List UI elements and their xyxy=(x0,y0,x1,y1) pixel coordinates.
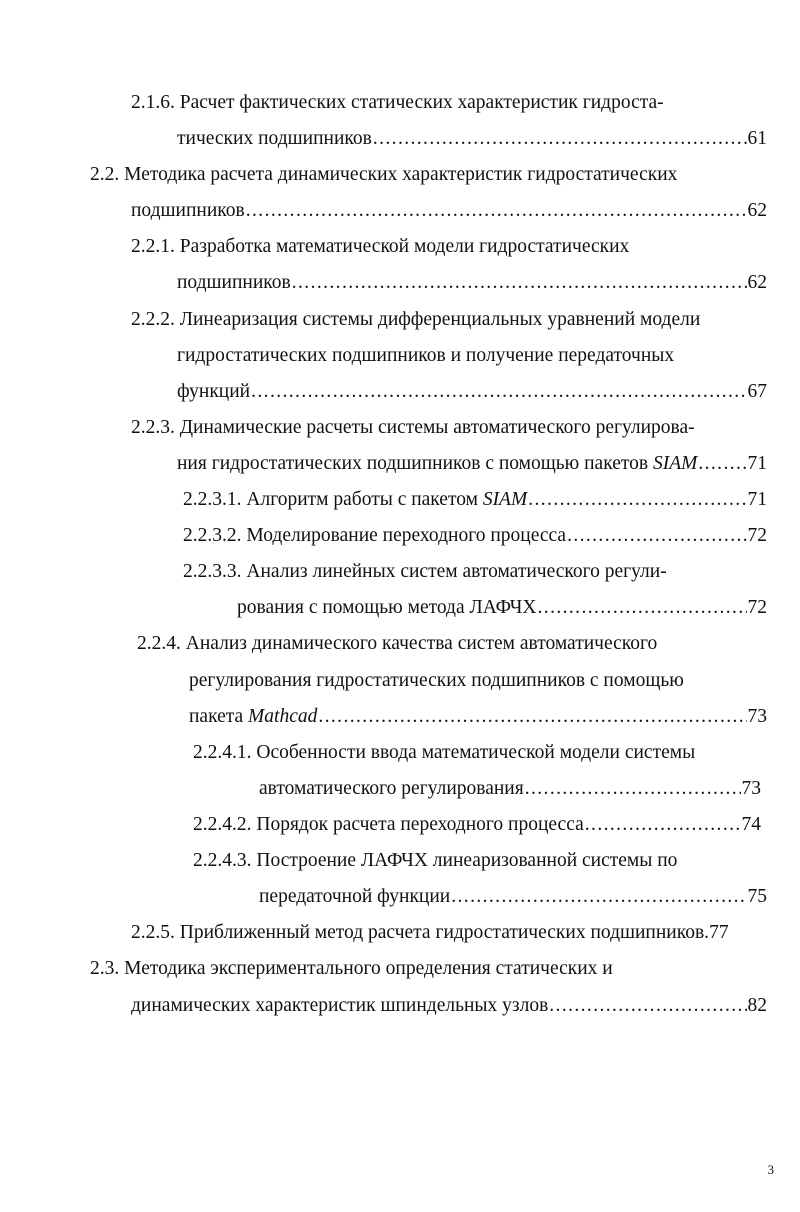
toc-entry-2-2-4-line-1 xyxy=(137,629,657,659)
toc-entry-text-italic: SIAM xyxy=(482,489,528,510)
toc-entry-text: передаточной функции xyxy=(259,886,451,907)
dot-leader xyxy=(528,485,746,515)
toc-entry-2-2-2-line-3 xyxy=(177,377,767,407)
toc-page-number: 61 xyxy=(747,128,767,149)
dot-leader xyxy=(251,377,746,407)
toc-entry-text: 2.2.3.3. Анализ линейных систем автоматического регули- xyxy=(183,561,667,582)
toc-entry-2-3-line-2 xyxy=(131,991,767,1021)
toc-entry-text: 2.3. Методика экспериментального определения статических и xyxy=(90,958,613,979)
dot-leader xyxy=(585,810,741,840)
toc-entry-text xyxy=(177,449,697,479)
toc-entry-text: 2.1.6. Расчет фактических статических характеристик гидроста- xyxy=(131,92,664,113)
toc-entry-text: 2.2.3.2. Моделирование переходного процесса xyxy=(183,525,567,546)
toc-entry-2-2-4-3-line-2 xyxy=(259,882,767,912)
page-number: 3 xyxy=(767,1162,774,1177)
dot-leader xyxy=(525,774,741,804)
toc-entry-text-pre: пакета xyxy=(189,706,249,727)
toc-entry-text: 2.2.4.2. Порядок расчета переходного процесса xyxy=(193,814,584,835)
toc-entry-text: гидростатических подшипников и получение передаточных xyxy=(177,345,675,366)
toc-entry-2-2-1-line-2 xyxy=(177,268,767,298)
toc-entry-text: 2.2.2. Линеаризация системы дифференциальных уравнений модели xyxy=(131,309,701,330)
dot-leader xyxy=(246,196,747,226)
toc-entry-text: 2.2.5. Приближенный метод расчета гидростатических подшипников. xyxy=(131,922,710,943)
toc-page-number: 77 xyxy=(709,922,729,943)
toc-entry-2-3-line-1 xyxy=(90,954,613,984)
toc-entry-2-2-line-2 xyxy=(131,196,767,226)
toc-entry-2-2-4-1-line-1 xyxy=(193,738,695,768)
toc-entry-2-2-1-line-1 xyxy=(131,232,629,262)
toc-entry-text: 2.2. Методика расчета динамических характеристик гидростатических xyxy=(90,164,678,185)
toc-entry-2-2-3-1 xyxy=(183,485,767,515)
toc-page-number: 82 xyxy=(747,995,767,1016)
toc-page-number: 72 xyxy=(747,525,767,546)
toc-page-number: 71 xyxy=(747,453,767,474)
toc-entry-text-italic: Mathcad xyxy=(248,706,318,727)
toc-entry-2-2-4-1-line-2 xyxy=(259,774,761,804)
toc-entry-2-1-6-line-1 xyxy=(131,88,664,118)
toc-entry-text: регулирования гидростатических подшипников с помощью xyxy=(189,670,684,691)
toc-entry-text: 2.2.4.3. Построение ЛАФЧХ линеаризованной системы по xyxy=(193,850,678,871)
toc-entry-text: подшипников xyxy=(131,200,245,221)
toc-entry-text-pre: 2.2.3.1. Алгоритм работы с пакетом xyxy=(183,489,483,510)
toc-entry-text: 2.2.3. Динамические расчеты системы автоматического регулирова- xyxy=(131,417,695,438)
dot-leader xyxy=(373,124,747,154)
toc-entry-2-2-3-line-1 xyxy=(131,413,695,443)
dot-leader xyxy=(292,268,747,298)
toc-entry-text: тических подшипников xyxy=(177,128,372,149)
toc-page-number: 67 xyxy=(747,381,767,402)
toc-page-number: 75 xyxy=(747,886,767,907)
toc-entry-2-2-3-3-line-1 xyxy=(183,557,667,587)
toc-entry-text-pre: ния гидростатических подшипников с помощью пакетов xyxy=(177,453,653,474)
toc-entry-2-2-3-2 xyxy=(183,521,767,551)
toc-entry-text: рования с помощью метода ЛАФЧХ xyxy=(237,597,537,618)
dot-leader xyxy=(698,449,746,479)
toc-entry-2-2-5 xyxy=(131,918,729,948)
toc-entry-text xyxy=(189,702,317,732)
dot-leader xyxy=(318,702,746,732)
toc-entry-2-2-3-3-line-2 xyxy=(237,593,767,623)
toc-entry-text: 2.2.4. Анализ динамического качества систем автоматического xyxy=(137,633,658,654)
toc-page-number: 71 xyxy=(747,489,767,510)
toc-entry-text: подшипников xyxy=(177,272,291,293)
toc-entry-text: динамических характеристик шпиндельных узлов xyxy=(131,995,549,1016)
toc-entry-2-2-4-line-3 xyxy=(189,702,767,732)
toc-entry-text: 2.2.4.1. Особенности ввода математической модели системы xyxy=(193,742,696,763)
toc-entry-text xyxy=(183,485,527,515)
toc-entry-text: 2.2.1. Разработка математической модели гидростатических xyxy=(131,236,630,257)
toc-entry-2-2-line-1 xyxy=(90,160,677,190)
toc-entry-2-2-4-3-line-1 xyxy=(193,846,677,876)
dot-leader xyxy=(567,521,746,551)
toc-entry-2-1-6-line-2 xyxy=(177,124,767,154)
toc-entry-text-italic: SIAM xyxy=(652,453,698,474)
toc-entry-2-2-4-2 xyxy=(193,810,761,840)
toc-page-number: 62 xyxy=(747,200,767,221)
toc-entry-text: функций xyxy=(177,381,251,402)
toc-entry-2-2-4-line-2 xyxy=(189,666,684,696)
toc-page-number: 73 xyxy=(741,778,761,799)
toc-page-number: 74 xyxy=(741,814,761,835)
toc-page-number: 72 xyxy=(747,597,767,618)
toc-entry-2-2-2-line-2 xyxy=(177,341,674,371)
toc-entry-2-2-3-line-2 xyxy=(177,449,767,479)
toc-page-number: 62 xyxy=(747,272,767,293)
dot-leader xyxy=(549,991,746,1021)
dot-leader xyxy=(538,593,747,623)
toc-entry-text: автоматического регулирования xyxy=(259,778,524,799)
toc-entry-2-2-2-line-1 xyxy=(131,305,700,335)
dot-leader xyxy=(451,882,746,912)
toc-page-number: 73 xyxy=(747,706,767,727)
